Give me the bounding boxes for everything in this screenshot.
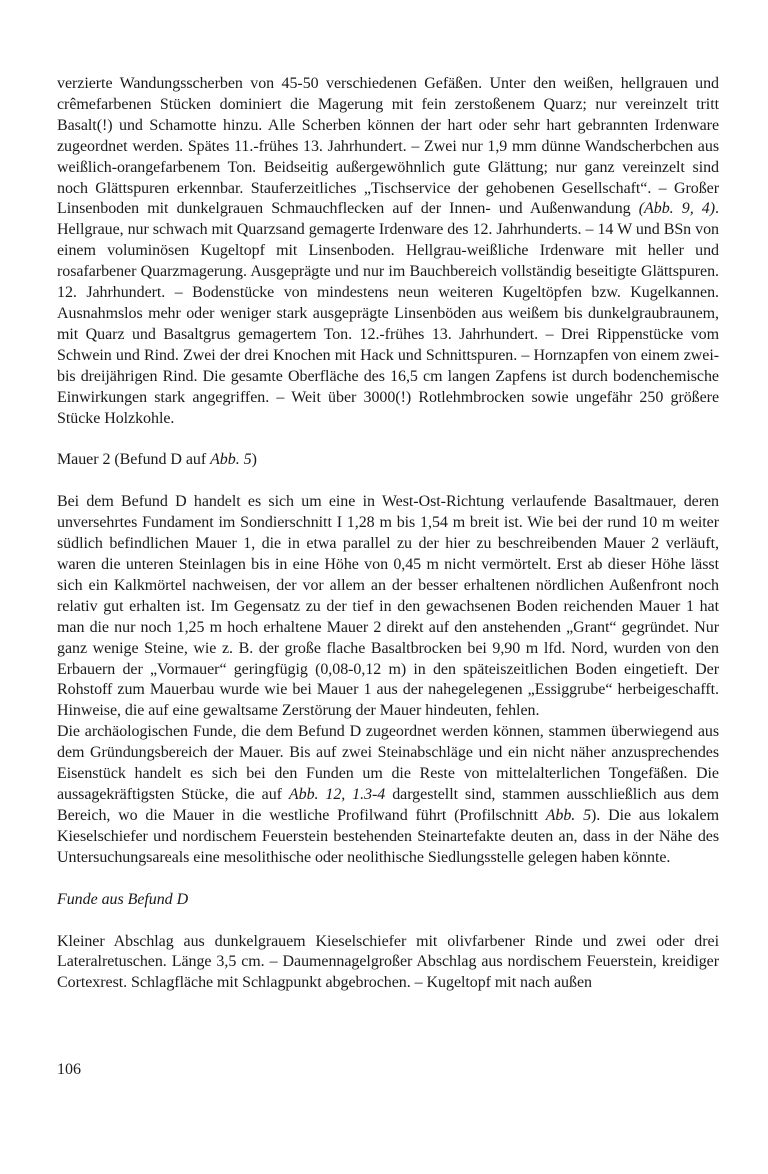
paragraph-text: dargestellt sind, stammen ausschließlich aus dem Bereich, wo die Mauer in die westliche Profilwand führt (Profilschnitt bbox=[57, 786, 720, 824]
paragraph-text: ). Die aus lokalem Kieselschiefer und nordischem Feuerstein bestehenden Steinartefakte deuten an, dass in der Nähe des Untersuchungsareals eine mesolithische oder neolithische Siedlungsstelle gelegen haben könnte. bbox=[57, 806, 719, 866]
spacer bbox=[57, 911, 719, 932]
figure-reference: Abb. 5 bbox=[545, 806, 592, 824]
heading-text: Mauer 2 (Befund D auf bbox=[57, 451, 211, 469]
paragraph-text: verzierte Wandungsscherben von 45-50 verschiedenen Gefäßen. Unter den weißen, hellgrauen und crêmefarbenen Stücken dominiert die Magerung mit fein zerstoßenem Quarz; nur vereinzelt tritt Basalt(!) und Schamotte hinzu. Alle Scherben können der hart oder sehr hart gebrannten Irdenware zugeordnet werden. Spätes 11.-frühes 13. Jahrhundert. – Zwei nur 1,9 mm dünne Wandscherbchen aus weißlich-orangefarbenem Ton. Beidseitig außergewöhnlich gute Glättung; nur ganz vereinzelt sind noch Glättspuren erkennbar. Stauferzeitliches „Tischservice der gehobenen Gesellschaft“. – Großer Linsenboden mit dunkelgrauen Schmauchflecken auf der Innen- und Außenwandung bbox=[57, 75, 719, 218]
section-heading-mauer-2 bbox=[57, 450, 719, 471]
spacer bbox=[57, 471, 719, 492]
spacer bbox=[57, 429, 719, 450]
figure-reference: Abb. 5 bbox=[210, 451, 252, 469]
figure-reference: (Abb. 9, 4) bbox=[638, 200, 716, 218]
paragraph-text: . Hellgraue, nur schwach mit Quarzsand gemagerte Irdenware des 12. Jahrhunderts. – 14 W und BSn von einem voluminösen Kugeltopf mit Linsenboden. Hellgrau-weißliche Irdenware mit heller und rosafarbener Quarzmagerung. Ausgeprägte und nur im Bauchbereich vollständig beseitigte Glättspuren. 12. Jahrhundert. – Bodenstücke von mindestens neun weiteren Kugeltöpfen bzw. Kugelkannen. Ausnahmslos mehr oder weniger stark ausgeprägte Linsenböden aus weißem bis dunkelgraubraunem, mit Quarz und Basaltgrus gemagertem Ton. 12.-frühes 13. Jahrhundert. – Drei Rippenstücke vom Schwein und Rind. Zwei der drei Knochen mit Hack und Schnittspuren. – Hornzapfen von einem zwei- bis dreijährigen Rind. Die gesamte Oberfläche des 16,5 cm langen Zapfens ist durch bodenchemische Einwirkungen stark angegriffen. – Weit über 3000(!) Rotlehmbrocken sowie ungefähr 250 größere Stücke Holzkohle. bbox=[57, 200, 719, 427]
spacer bbox=[57, 869, 719, 890]
section-heading-funde: Funde aus Befund D bbox=[57, 890, 189, 908]
page-number: 106 bbox=[57, 1061, 81, 1078]
paragraph-wall-description: Bei dem Befund D handelt es sich um eine in West-Ost-Richtung verlaufende Basaltmauer, deren unversehrtes Fundament im Sondierschnitt I 1,28 m bis 1,54 m breit ist. Wie bei der rund 10 m weiter südlich befindlichen Mauer 1, die in etwa parallel zu der hier zu beschreibenden Mauer 2 verläuft, waren die unteren Steinlagen bis in eine Höhe von 0,45 m nicht vermörtelt. Erst ab dieser Höhe lässt sich ein Kalkmörtel nachweisen, der vor allem an der besser erhaltenen nördlichen Außenfront noch relativ gut erhalten ist. Im Gegensatz zu der tief in den gewachsenen Boden reichenden Mauer 1 hat man die nur noch 1,25 m hoch erhaltene Mauer 2 direkt auf den anstehenden „Grant“ gegründet. Nur ganz wenige Steine, wie z. B. der große flache Basaltbrocken bei 9,90 m lfd. Nord, wurden von den Erbauern der „Vormauer“ geringfügig (0,08-0,12 m) in den späteiszeitlichen Boden eingetieft. Der Rohstoff zum Mauerbau wurde wie bei Mauer 1 aus der nahegelegenen „Essiggrube“ herbeigeschafft. Hinweise, die auf eine gewaltsame Zerstörung der Mauer hindeuten, fehlen. bbox=[57, 493, 719, 720]
heading-text: ) bbox=[251, 451, 257, 469]
figure-reference: Abb. 12, 1.3-4 bbox=[288, 786, 386, 803]
page-body bbox=[57, 74, 719, 994]
paragraph-finds-list: Kleiner Abschlag aus dunkelgrauem Kieselschiefer mit olivfarbener Rinde und zwei oder drei Lateralretuschen. Länge 3,5 cm. – Daumennagelgroßer Abschlag aus nordischem Feuerstein, kreidiger Cortexrest. Schlagfläche mit Schlagpunkt abgebrochen. – Kugeltopf mit nach außen bbox=[57, 932, 719, 992]
paragraph-finds-summary bbox=[57, 722, 719, 868]
paragraph-find-description bbox=[57, 74, 719, 429]
paragraph-text: Die archäologischen Funde, die dem Befund D zugeordnet werden können, stammen überwiegend aus dem Gründungsbereich der Mauer. Bis auf zwei Steinabschläge und ein nicht näher anzusprechendes Eisenstück handelt es sich bei den Funden um die Reste von mittelalterlichen Tongefäßen. Die aussagekräftigsten Stücke, die auf bbox=[57, 723, 719, 803]
